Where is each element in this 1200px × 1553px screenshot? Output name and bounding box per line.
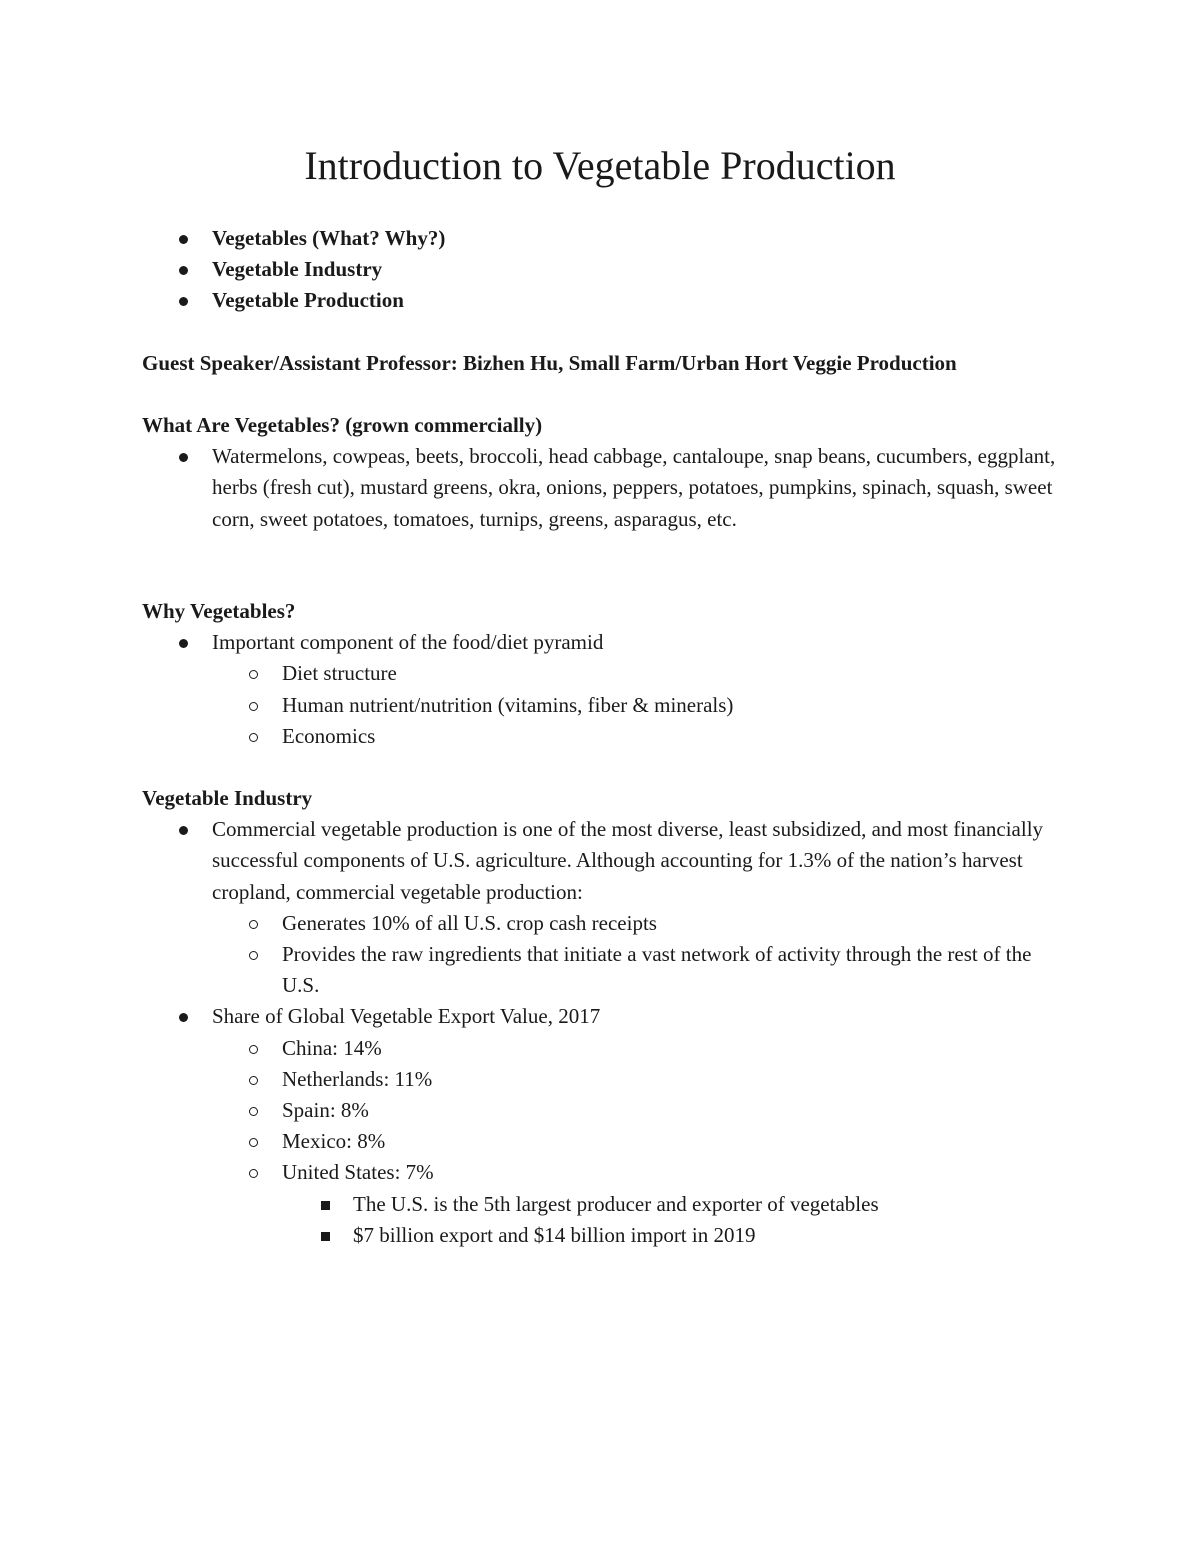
list-item-text: Economics bbox=[282, 723, 376, 748]
list-item-text: Spain: 8% bbox=[282, 1098, 369, 1123]
industry-list bbox=[142, 814, 1052, 908]
list-item bbox=[142, 1001, 1052, 1032]
circle-bullet-icon bbox=[249, 733, 258, 742]
list-item bbox=[142, 254, 1072, 285]
list-item bbox=[142, 721, 1072, 752]
disc-bullet-icon bbox=[179, 453, 188, 462]
what-are-section bbox=[142, 410, 1072, 535]
list-item bbox=[142, 1126, 1052, 1157]
why-section bbox=[142, 596, 1072, 752]
square-bullet-icon bbox=[321, 1232, 330, 1241]
circle-bullet-icon bbox=[249, 1076, 258, 1085]
list-item bbox=[142, 441, 1072, 535]
circle-bullet-icon bbox=[249, 1169, 258, 1178]
guest-speaker-section bbox=[142, 348, 1102, 379]
list-item-text: Mexico: 8% bbox=[282, 1129, 386, 1154]
list-item-text: Human nutrient/nutrition (vitamins, fiber & minerals) bbox=[282, 692, 734, 717]
list-item-text: Diet structure bbox=[282, 661, 397, 686]
list-item-text: Vegetable Production bbox=[212, 288, 404, 313]
circle-bullet-icon bbox=[249, 1107, 258, 1116]
overview-section bbox=[142, 223, 1072, 317]
overview-list bbox=[142, 223, 1072, 317]
list-item-text: Provides the raw ingredients that initiate a vast network of activity through the rest of the U.S. bbox=[282, 942, 1032, 998]
list-item-text: United States: 7% bbox=[282, 1160, 434, 1185]
list-item bbox=[142, 658, 1072, 689]
us-detail-list bbox=[142, 1189, 1052, 1251]
list-item-text: Important component of the food/diet pyramid bbox=[212, 630, 604, 655]
why-sub-list bbox=[142, 658, 1072, 752]
list-item-text: Vegetable Industry bbox=[212, 257, 383, 282]
circle-bullet-icon bbox=[249, 1045, 258, 1054]
list-item bbox=[142, 908, 1052, 939]
list-item-text: Netherlands: 11% bbox=[282, 1066, 433, 1091]
list-item-text: Commercial vegetable production is one of the most diverse, least subsidized, and most financially successful components of U.S. agriculture. Although accounting for 1.3% of the nation’s harvest cropland, commercial vegetable production: bbox=[212, 817, 1044, 904]
list-item-text: China: 14% bbox=[282, 1035, 382, 1060]
list-item bbox=[142, 1064, 1052, 1095]
industry-list-2 bbox=[142, 1001, 1052, 1032]
industry-sub-list bbox=[142, 908, 1052, 1002]
list-item-text: Watermelons, cowpeas, beets, broccoli, head cabbage, cantaloupe, snap beans, cucumbers, eggplant, herbs (fresh cut), mustard greens, okra, onions, peppers, potatoes, pumpkins, spinach, squash, sweet corn, sweet potatoes, tomatoes, turnips, greens, asparagus, etc. bbox=[212, 444, 1056, 531]
list-item bbox=[142, 1189, 1052, 1220]
list-item-text: Vegetables (What? Why?) bbox=[212, 226, 446, 250]
list-item bbox=[142, 223, 1072, 254]
guest-speaker-line: Guest Speaker/Assistant Professor: Bizhen Hu, Small Farm/Urban Hort Veggie Production bbox=[142, 351, 957, 375]
list-item bbox=[142, 1220, 1052, 1251]
why-list bbox=[142, 627, 1072, 658]
list-item bbox=[142, 814, 1052, 908]
square-bullet-icon bbox=[321, 1201, 330, 1210]
list-item bbox=[142, 690, 1072, 721]
list-item-text: The U.S. is the 5th largest producer and exporter of vegetables bbox=[353, 1191, 879, 1216]
disc-bullet-icon bbox=[179, 639, 188, 648]
disc-bullet-icon bbox=[179, 1013, 188, 1022]
list-item-text: $7 billion export and $14 billion import in 2019 bbox=[353, 1222, 756, 1247]
what-are-list bbox=[142, 441, 1072, 535]
page-title: Introduction to Vegetable Production bbox=[304, 143, 896, 188]
industry-section bbox=[142, 783, 1052, 1251]
export-share-list bbox=[142, 1033, 1052, 1189]
circle-bullet-icon bbox=[249, 670, 258, 679]
list-item bbox=[142, 627, 1072, 658]
circle-bullet-icon bbox=[249, 702, 258, 711]
list-item bbox=[142, 1157, 1052, 1188]
list-item bbox=[142, 1033, 1052, 1064]
disc-bullet-icon bbox=[179, 266, 188, 275]
circle-bullet-icon bbox=[249, 951, 258, 960]
section-heading: Why Vegetables? bbox=[142, 599, 296, 623]
list-item bbox=[142, 1095, 1052, 1126]
list-item-text: Generates 10% of all U.S. crop cash receipts bbox=[282, 910, 657, 935]
circle-bullet-icon bbox=[249, 920, 258, 929]
section-heading: Vegetable Industry bbox=[142, 786, 313, 810]
circle-bullet-icon bbox=[249, 1138, 258, 1147]
section-heading: What Are Vegetables? (grown commercially) bbox=[142, 413, 543, 437]
disc-bullet-icon bbox=[179, 297, 188, 306]
list-item bbox=[142, 939, 1052, 1001]
list-item bbox=[142, 285, 1072, 316]
disc-bullet-icon bbox=[179, 235, 188, 244]
disc-bullet-icon bbox=[179, 826, 188, 835]
list-item-text: Share of Global Vegetable Export Value, 2017 bbox=[212, 1004, 601, 1029]
